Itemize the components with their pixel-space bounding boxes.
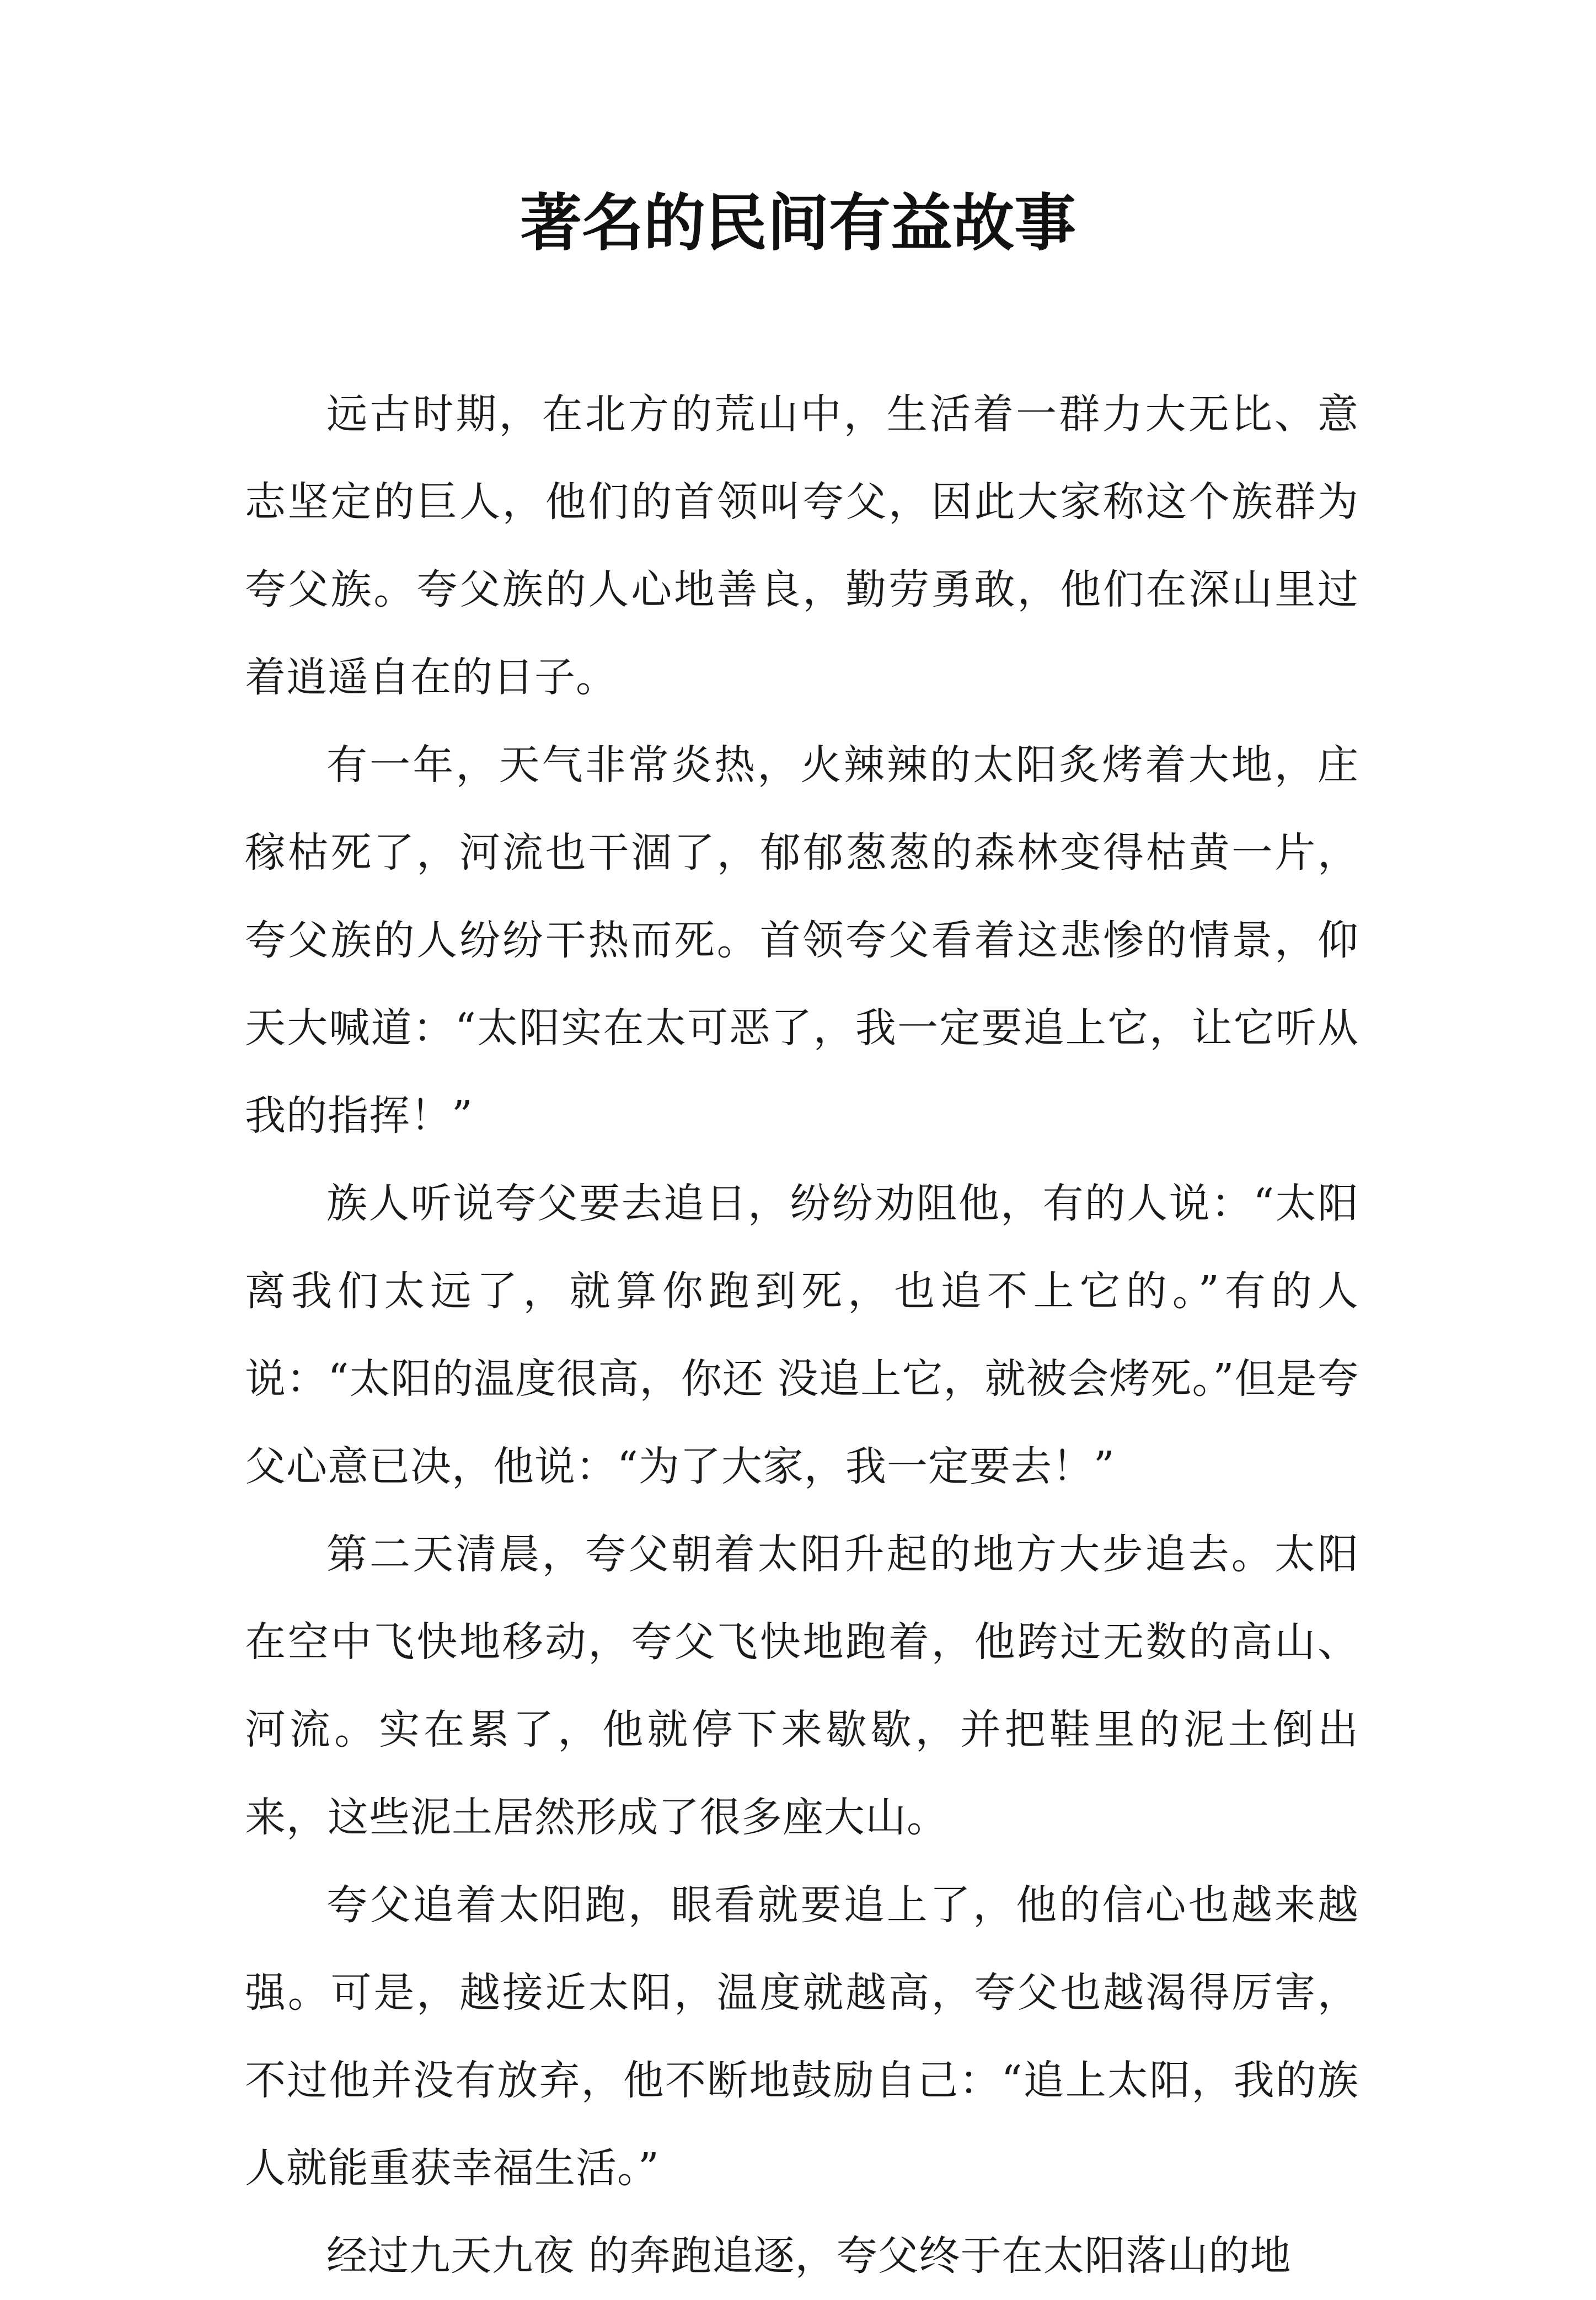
document-body	[245, 371, 1359, 2300]
paragraph-5: 夸父追着太阳跑，眼看就要追上了，他的信心也越来越强。可是，越接近太阳，温度就越高，夸父也越渴得厉害，不过他并没有放弃，他不断地鼓励自己：“追上太阳，我的族人就能重获幸福生活。”	[245, 1881, 1359, 2192]
document-title: 著名的民间有益故事	[520, 188, 1076, 259]
paragraph-2: 有一年，天气非常炎热，火辣辣的太阳炙烤着大地，庄稼枯死了，河流也干涸了，郁郁葱葱的森林变得枯黄一片，夸父族的人纷纷干热而死。首领夸父看着这悲惨的情景，仰天大喊道：“太阳实在太可恶了，我一定要追上它，让它听从我的指挥！”	[245, 741, 1359, 1140]
paragraph-6: 经过九天九夜 的奔跑追逐，夸父终于在太阳落山的地	[326, 2232, 1292, 2280]
paragraph-4: 第二天清晨，夸父朝着太阳升起的地方大步追去。太阳在空中飞快地移动，夸父飞快地跑着，他跨过无数的高山、河流。实在累了，他就停下来歇歇，并把鞋里的泥土倒出来，这些泥土居然形成了很多座大山。	[245, 1531, 1359, 1841]
paragraph-1: 远古时期，在北方的荒山中，生活着一群力大无比、意志坚定的巨人，他们的首领叫夸父，因此大家称这个族群为夸父族。夸父族的人心地善良，勤劳勇敢，他们在深山里过着逍遥自在的日子。	[245, 391, 1359, 701]
paragraph-3: 族人听说夸父要去追日，纷纷劝阻他，有的人说：“太阳离我们太远了，就算你跑到死，也追不上它的。”有的人说：“太阳的温度很高，你还 没追上它，就被会烤死。”但是夸父心意已决，他说：“为了大家，我一定要去！”	[245, 1180, 1359, 1490]
